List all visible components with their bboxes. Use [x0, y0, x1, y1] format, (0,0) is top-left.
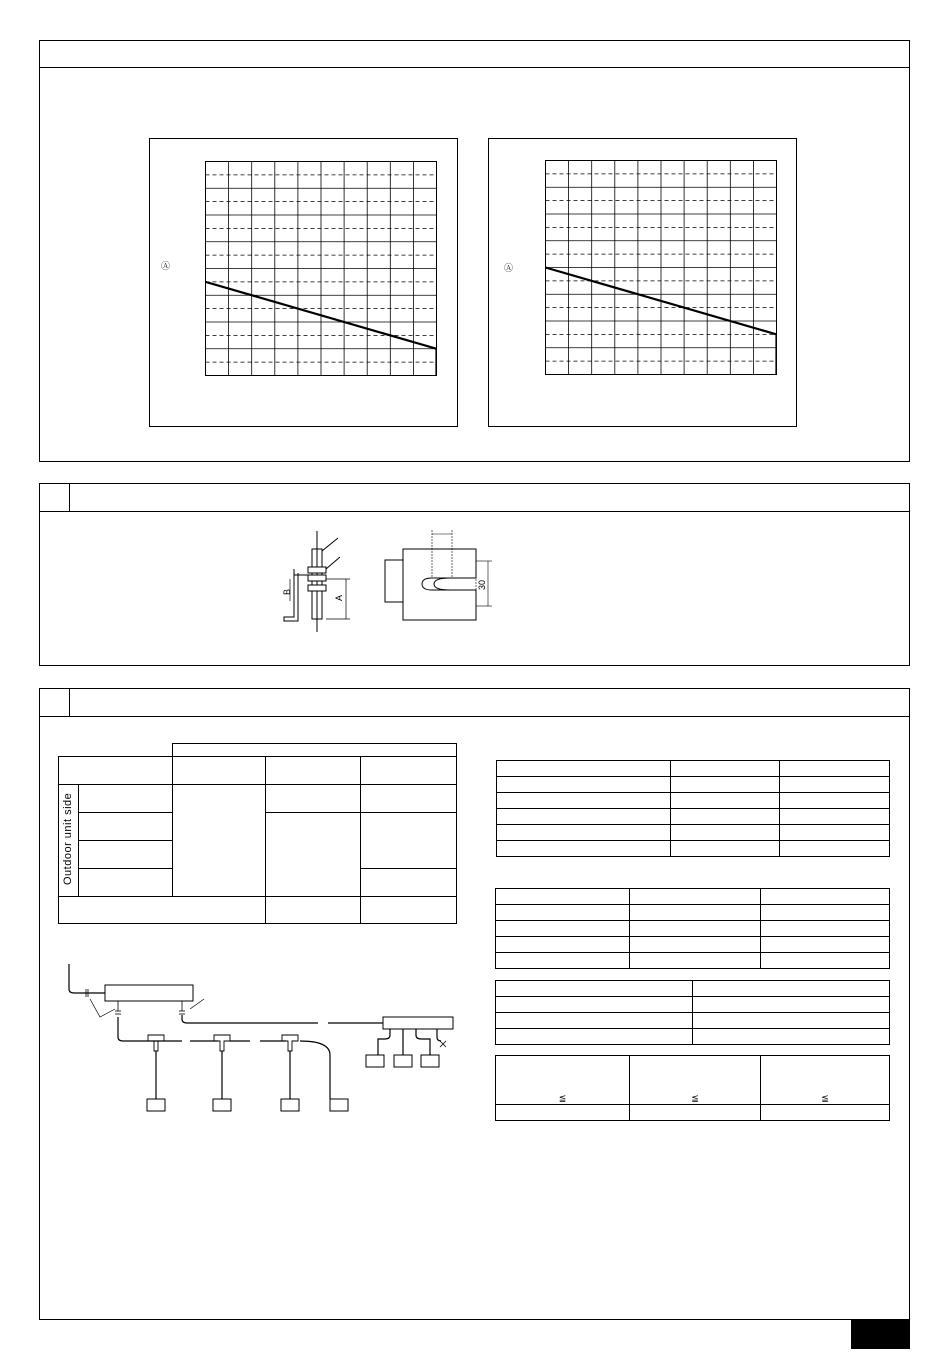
- section-bracket-number: [40, 484, 70, 512]
- page-number-tab: [851, 1320, 910, 1349]
- bolt-bracket-drawing: [280, 529, 360, 639]
- le-symbol-2: ≦: [691, 1093, 699, 1103]
- section-graphs: [39, 40, 910, 462]
- graph-2-axis-marker: Ⓐ: [504, 263, 514, 273]
- section-specs-header: [40, 689, 909, 717]
- section-bracket-header: [40, 484, 909, 512]
- graph-1-plot: [205, 161, 437, 376]
- section-bracket: [39, 483, 910, 666]
- spec-table-4: [495, 1055, 890, 1121]
- wiring-diagram: [60, 959, 470, 1124]
- outdoor-unit-side-label: Outdoor unit side: [62, 792, 74, 885]
- dim-30-label: 30: [477, 579, 488, 591]
- graph-panel-1: [149, 138, 458, 427]
- section-graphs-header: [40, 41, 909, 68]
- graph-panel-2: [488, 138, 797, 427]
- graph-2-plot: [545, 160, 777, 375]
- le-symbol-3: ≦: [821, 1093, 829, 1103]
- graph-1-axis-marker: Ⓐ: [161, 261, 171, 271]
- section-specs-number: [40, 689, 70, 717]
- dim-a-label: A: [334, 594, 345, 602]
- spec-table-2: [495, 888, 890, 969]
- c-plate-drawing: [380, 524, 500, 630]
- outdoor-unit-table: [58, 743, 457, 924]
- spec-table-1: [496, 760, 890, 857]
- section-specs: [39, 688, 910, 1320]
- dim-b-label: B: [282, 588, 293, 596]
- le-symbol-1: ≦: [558, 1093, 567, 1103]
- spec-table-3: [495, 980, 890, 1045]
